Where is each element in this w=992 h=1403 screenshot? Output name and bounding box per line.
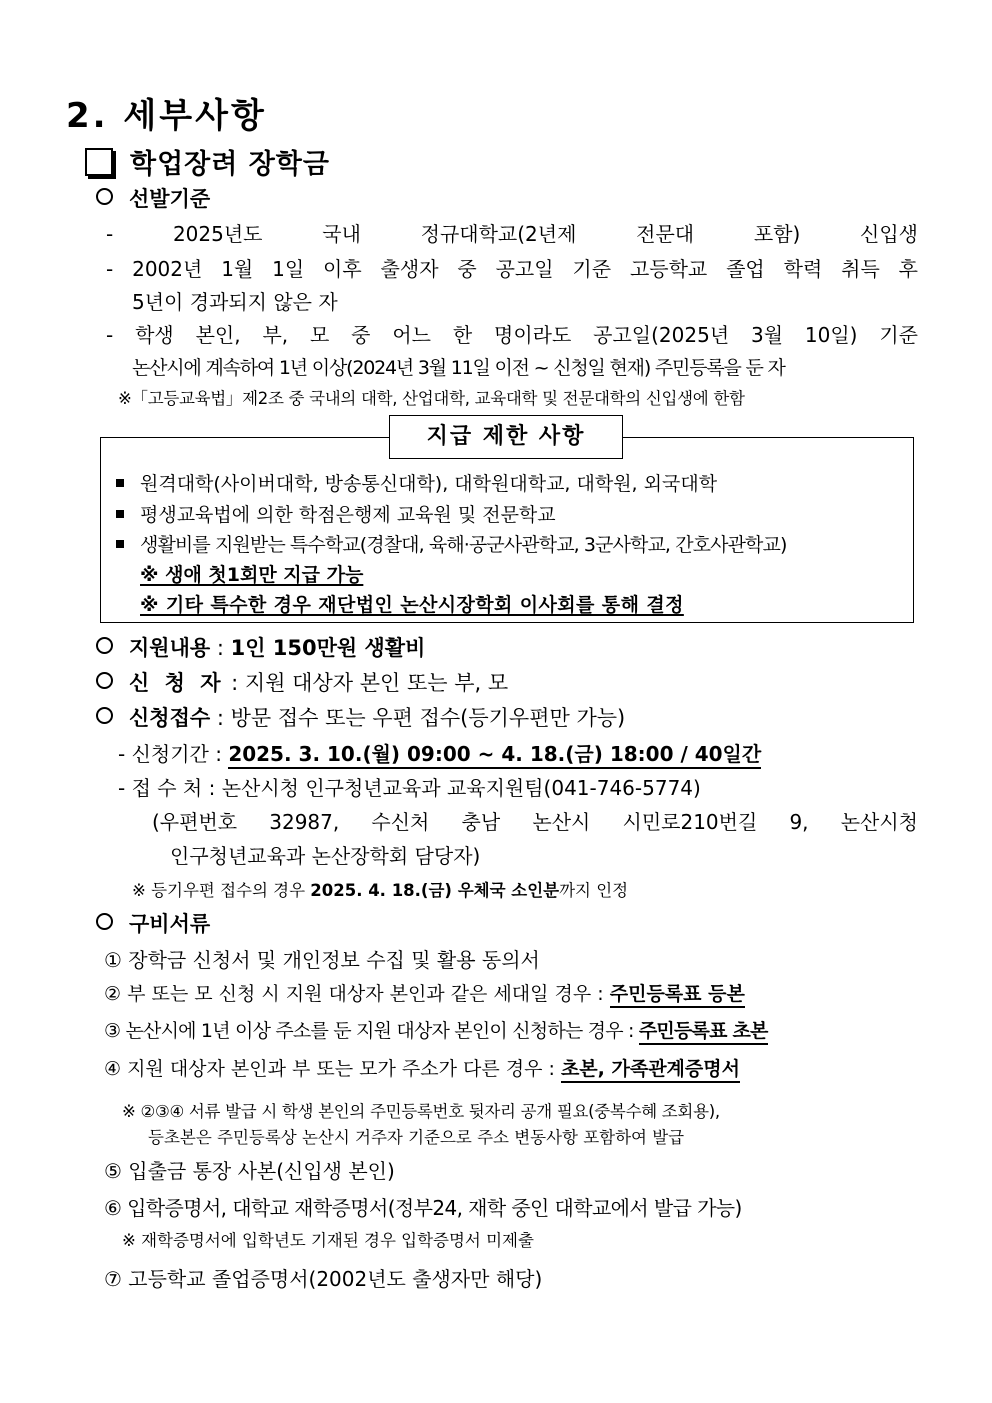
circle-bullet-icon (96, 188, 113, 205)
selection-item-1: - 2025년도 국내 정규대학교(2년제 전문대 포함) 신입생 (106, 222, 918, 246)
restriction-item-1: 원격대학(사이버대학, 방송통신대학), 대학원대학교, 대학원, 외국대학 (116, 469, 717, 496)
reception-address-1: (우편번호 32987, 수신처 충남 논산시 시민로210번길 9, 논산시청 (152, 810, 918, 834)
restriction-note-2: ※ 기타 특수한 경우 재단법인 논산시장학회 이사회를 통해 결정 (140, 594, 684, 616)
reception-line: 신청접수 : 방문 접수 또는 우편 접수(등기우편만 가능) (96, 702, 625, 732)
reception-place: - 접 수 처 : 논산시청 인구청년교육과 교육지원팀(041-746-5774) (118, 776, 701, 800)
document-4: ④ 지원 대상자 본인과 부 또는 모가 주소가 다른 경우 : 초본, 가족관계증명서 (104, 1054, 740, 1081)
support-line: 지원내용 : 1인 150만원 생활비 (96, 632, 425, 662)
reception-address-2: 인구청년교육과 논산장학회 담당자) (170, 844, 481, 868)
checkbox-square-icon (85, 148, 113, 176)
circle-bullet-icon (96, 637, 113, 654)
document-1: ① 장학금 신청서 및 개인정보 수집 및 활용 동의서 (104, 948, 540, 972)
document-6: ⑥ 입학증명서, 대학교 재학증명서(정부24, 재학 중인 대학교에서 발급 가능) (104, 1196, 742, 1220)
restriction-title: 지급 제한 사항 (389, 415, 623, 459)
selection-item-2-cont: 5년이 경과되지 않은 자 (132, 290, 338, 314)
selection-item-3: - 학생 본인, 부, 모 중 어느 한 명이라도 공고일(2025년 3월 10일) 기준 (106, 323, 918, 347)
square-bullet-icon (116, 510, 124, 518)
square-bullet-icon (116, 540, 124, 548)
restriction-item-3: 생활비를 지원받는 특수학교(경찰대, 육해·공군사관학교, 3군사학교, 간호사관학교) (116, 530, 786, 557)
restriction-item-2: 평생교육법에 의한 학점은행제 교육원 및 전문학교 (116, 500, 556, 527)
selection-header: 선발기준 (96, 183, 210, 213)
section-title: 학업장려 장학금 (130, 149, 330, 180)
reception-period: - 신청기간 : 2025. 3. 10.(월) 09:00 ~ 4. 18.(금) 18:00 / 40일간 (118, 738, 761, 767)
selection-item-2: - 2002년 1월 1일 이후 출생자 중 공고일 기준 고등학교 졸업 학력 취득 후 (106, 257, 918, 281)
document-7: ⑦ 고등학교 졸업증명서(2002년도 출생자만 해당) (104, 1267, 543, 1291)
page-heading: 2. 세부사항 (66, 96, 267, 136)
document-3: ③ 논산시에 1년 이상 주소를 둔 지원 대상자 본인이 신청하는 경우 : 주민등록표 초본 (104, 1016, 768, 1043)
selection-item-3-cont: 논산시에 계속하여 1년 이상(2024년 3월 11일 이전 ~ 신청일 현재) 주민등록을 둔 자 (132, 357, 785, 379)
document-5: ⑤ 입출금 통장 사본(신입생 본인) (104, 1159, 395, 1183)
reception-note: ※ 등기우편 접수의 경우 2025. 4. 18.(금) 우체국 소인분까지 인정 (132, 881, 629, 900)
documents-note-c: ※ 재학증명서에 입학년도 기재된 경우 입학증명서 미제출 (122, 1231, 534, 1250)
document-2: ② 부 또는 모 신청 시 지원 대상자 본인과 같은 세대일 경우 : 주민등록표 등본 (104, 979, 920, 1006)
selection-note: ※「고등교육법」제2조 중 국내의 대학, 산업대학, 교육대학 및 전문대학의 신입생에 한함 (118, 389, 745, 408)
applicant-line: 신 청 자 : 지원 대상자 본인 또는 부, 모 (96, 667, 508, 697)
circle-bullet-icon (96, 913, 113, 930)
documents-note-a: ※ ②③④ 서류 발급 시 학생 본인의 주민등록번호 뒷자리 공개 필요(중복수혜 조회용), (122, 1102, 720, 1121)
circle-bullet-icon (96, 672, 113, 689)
restriction-note-1: ※ 생애 첫1회만 지급 가능 (140, 564, 364, 586)
documents-header: 구비서류 (96, 908, 210, 938)
circle-bullet-icon (96, 707, 113, 724)
square-bullet-icon (116, 479, 124, 487)
documents-note-b: 등초본은 주민등록상 논산시 거주자 기준으로 주소 변동사항 포함하여 발급 (148, 1128, 685, 1147)
